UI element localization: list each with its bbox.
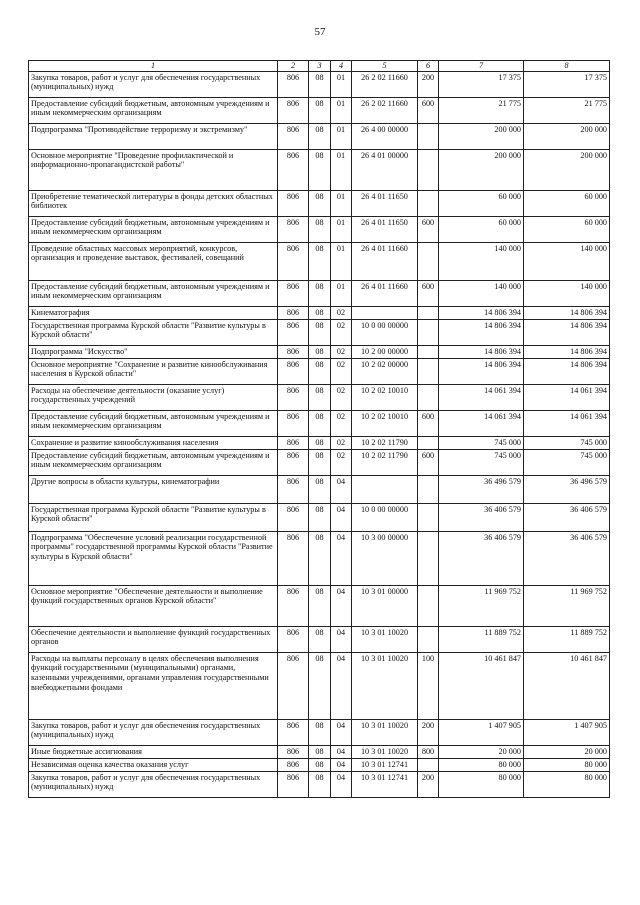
row-subsection-code: 01	[331, 216, 352, 242]
row-amount-1: 10 461 847	[439, 652, 524, 719]
row-amount-1: 60 000	[439, 190, 524, 216]
row-expense-type	[418, 306, 439, 319]
row-section-code: 08	[309, 758, 331, 771]
row-ministry-code: 806	[278, 149, 309, 190]
row-description: Предоставление субсидий бюджетным, автономным учреждениям и иным некоммерческим организациям	[29, 410, 278, 436]
col-header: 5	[352, 61, 418, 72]
row-target-article: 26 2 02 11660	[352, 71, 418, 97]
row-subsection-code: 04	[331, 626, 352, 652]
row-description: Предоставление субсидий бюджетным, автономным учреждениям и иным некоммерческим организациям	[29, 449, 278, 475]
row-amount-2: 11 969 752	[524, 585, 610, 626]
row-expense-type: 100	[418, 652, 439, 719]
row-target-article: 10 2 02 10010	[352, 384, 418, 410]
row-ministry-code: 806	[278, 758, 309, 771]
row-description: Другие вопросы в области культуры, кинематографии	[29, 475, 278, 503]
row-section-code: 08	[309, 475, 331, 503]
table-row	[29, 652, 610, 719]
row-description: Расходы на обеспечение деятельности (оказание услуг) государственных учреждений	[29, 384, 278, 410]
row-subsection-code: 02	[331, 449, 352, 475]
row-amount-1: 140 000	[439, 280, 524, 306]
row-subsection-code: 01	[331, 190, 352, 216]
row-amount-1: 36 496 579	[439, 475, 524, 503]
row-ministry-code: 806	[278, 626, 309, 652]
row-expense-type	[418, 758, 439, 771]
row-section-code: 08	[309, 410, 331, 436]
col-header: 2	[278, 61, 309, 72]
header-row	[29, 61, 610, 72]
row-expense-type	[418, 358, 439, 384]
row-amount-1: 14 061 394	[439, 384, 524, 410]
row-amount-1: 14 806 394	[439, 345, 524, 358]
row-expense-type	[418, 626, 439, 652]
table-row	[29, 503, 610, 531]
row-section-code: 08	[309, 358, 331, 384]
row-subsection-code: 02	[331, 319, 352, 345]
row-expense-type: 600	[418, 280, 439, 306]
row-ministry-code: 806	[278, 503, 309, 531]
col-header: 6	[418, 61, 439, 72]
row-expense-type: 600	[418, 97, 439, 123]
row-section-code: 08	[309, 306, 331, 319]
row-amount-1: 1 407 905	[439, 719, 524, 745]
row-expense-type: 200	[418, 71, 439, 97]
row-expense-type	[418, 319, 439, 345]
row-description: Подпрограмма "Противодействие терроризму и экстремизму"	[29, 123, 278, 149]
table-row	[29, 345, 610, 358]
table-row	[29, 626, 610, 652]
col-header: 7	[439, 61, 524, 72]
row-amount-1: 80 000	[439, 758, 524, 771]
row-amount-2: 21 775	[524, 97, 610, 123]
row-ministry-code: 806	[278, 242, 309, 280]
table-row	[29, 410, 610, 436]
row-expense-type	[418, 585, 439, 626]
row-target-article: 10 2 02 10010	[352, 410, 418, 436]
row-target-article: 10 2 02 11790	[352, 436, 418, 449]
row-description: Независимая оценка качества оказания услуг	[29, 758, 278, 771]
row-expense-type	[418, 436, 439, 449]
row-amount-2: 1 407 905	[524, 719, 610, 745]
row-ministry-code: 806	[278, 585, 309, 626]
row-target-article: 10 2 00 00000	[352, 345, 418, 358]
row-subsection-code: 04	[331, 531, 352, 585]
row-expense-type	[418, 531, 439, 585]
row-amount-2: 17 375	[524, 71, 610, 97]
row-amount-2: 745 000	[524, 449, 610, 475]
row-target-article: 26 4 01 11650	[352, 190, 418, 216]
row-target-article: 10 0 00 00000	[352, 503, 418, 531]
row-section-code: 08	[309, 652, 331, 719]
row-ministry-code: 806	[278, 306, 309, 319]
row-expense-type: 600	[418, 410, 439, 436]
row-amount-2: 745 000	[524, 436, 610, 449]
row-ministry-code: 806	[278, 71, 309, 97]
row-description: Подпрограмма "Обеспечение условий реализации государственной программы" государственной программы Курской области "Развитие культуры в Курской области"	[29, 531, 278, 585]
page-number: 57	[314, 26, 326, 38]
table-row	[29, 758, 610, 771]
row-subsection-code: 02	[331, 410, 352, 436]
table-row	[29, 436, 610, 449]
row-amount-2: 140 000	[524, 242, 610, 280]
row-expense-type	[418, 475, 439, 503]
row-section-code: 08	[309, 585, 331, 626]
row-amount-2: 14 806 394	[524, 345, 610, 358]
row-description: Приобретение тематической литературы в фонды детских областных библиотек	[29, 190, 278, 216]
row-amount-1: 80 000	[439, 771, 524, 797]
row-description: Проведение областных массовых мероприятий, конкурсов, организация и проведение выставок, фестивалей, совещаний	[29, 242, 278, 280]
row-ministry-code: 806	[278, 475, 309, 503]
table-row	[29, 475, 610, 503]
row-target-article: 10 3 00 00000	[352, 531, 418, 585]
row-target-article: 26 4 01 11650	[352, 216, 418, 242]
row-target-article: 10 3 01 00000	[352, 585, 418, 626]
table-row	[29, 384, 610, 410]
row-target-article: 10 3 01 10020	[352, 626, 418, 652]
row-expense-type	[418, 149, 439, 190]
row-subsection-code: 04	[331, 475, 352, 503]
row-amount-2: 60 000	[524, 190, 610, 216]
row-ministry-code: 806	[278, 384, 309, 410]
row-section-code: 08	[309, 71, 331, 97]
col-header: 4	[331, 61, 352, 72]
row-amount-1: 20 000	[439, 745, 524, 758]
row-ministry-code: 806	[278, 97, 309, 123]
row-subsection-code: 02	[331, 358, 352, 384]
row-ministry-code: 806	[278, 410, 309, 436]
row-amount-1: 17 375	[439, 71, 524, 97]
row-amount-2: 14 061 394	[524, 384, 610, 410]
row-target-article	[352, 306, 418, 319]
row-description: Расходы на выплаты персоналу в целях обеспечения выполнения функций государственными (муниципальными) органами, казенными учреждениями, органами управления государственными внебюджетными фондами	[29, 652, 278, 719]
row-section-code: 08	[309, 216, 331, 242]
row-subsection-code: 04	[331, 503, 352, 531]
row-subsection-code: 04	[331, 745, 352, 758]
row-section-code: 08	[309, 436, 331, 449]
row-ministry-code: 806	[278, 216, 309, 242]
row-ministry-code: 806	[278, 652, 309, 719]
row-ministry-code: 806	[278, 345, 309, 358]
row-subsection-code: 02	[331, 436, 352, 449]
row-description: Государственная программа Курской области "Развитие культуры в Курской области"	[29, 319, 278, 345]
row-amount-2: 14 061 394	[524, 410, 610, 436]
row-subsection-code: 02	[331, 306, 352, 319]
row-subsection-code: 02	[331, 345, 352, 358]
row-ministry-code: 806	[278, 190, 309, 216]
row-expense-type: 800	[418, 745, 439, 758]
row-description: Предоставление субсидий бюджетным, автономным учреждениям и иным некоммерческим организациям	[29, 216, 278, 242]
row-ministry-code: 806	[278, 531, 309, 585]
row-amount-1: 11 969 752	[439, 585, 524, 626]
row-section-code: 08	[309, 531, 331, 585]
table-row	[29, 358, 610, 384]
row-amount-1: 21 775	[439, 97, 524, 123]
row-target-article: 10 3 01 10020	[352, 745, 418, 758]
row-description: Кинематография	[29, 306, 278, 319]
row-target-article: 26 4 01 00000	[352, 149, 418, 190]
row-section-code: 08	[309, 626, 331, 652]
row-amount-2: 200 000	[524, 123, 610, 149]
table-row	[29, 449, 610, 475]
row-subsection-code: 04	[331, 585, 352, 626]
row-expense-type: 600	[418, 216, 439, 242]
row-description: Основное мероприятие "Обеспечение деятельности и выполнение функций государственных органов Курской области"	[29, 585, 278, 626]
row-subsection-code: 04	[331, 652, 352, 719]
row-subsection-code: 01	[331, 242, 352, 280]
row-ministry-code: 806	[278, 280, 309, 306]
row-description: Обеспечение деятельности и выполнение функций государственных органов	[29, 626, 278, 652]
row-subsection-code: 02	[331, 384, 352, 410]
table-row	[29, 216, 610, 242]
row-amount-1: 200 000	[439, 149, 524, 190]
row-amount-1: 36 406 579	[439, 531, 524, 585]
row-amount-2: 20 000	[524, 745, 610, 758]
row-amount-1: 745 000	[439, 449, 524, 475]
row-expense-type	[418, 242, 439, 280]
row-amount-2: 200 000	[524, 149, 610, 190]
row-section-code: 08	[309, 503, 331, 531]
table-row	[29, 771, 610, 797]
row-amount-2: 140 000	[524, 280, 610, 306]
row-expense-type	[418, 503, 439, 531]
table-row	[29, 149, 610, 190]
row-description: Предоставление субсидий бюджетным, автономным учреждениям и иным некоммерческим организациям	[29, 97, 278, 123]
row-ministry-code: 806	[278, 436, 309, 449]
row-subsection-code: 04	[331, 719, 352, 745]
row-section-code: 08	[309, 123, 331, 149]
row-subsection-code: 01	[331, 97, 352, 123]
row-amount-2: 14 806 394	[524, 358, 610, 384]
row-section-code: 08	[309, 745, 331, 758]
row-section-code: 08	[309, 149, 331, 190]
table-row	[29, 531, 610, 585]
row-description: Закупка товаров, работ и услуг для обеспечения государственных (муниципальных) нужд	[29, 71, 278, 97]
row-expense-type	[418, 190, 439, 216]
row-target-article: 10 3 01 10020	[352, 719, 418, 745]
row-amount-1: 745 000	[439, 436, 524, 449]
row-subsection-code: 04	[331, 771, 352, 797]
row-amount-2: 11 889 752	[524, 626, 610, 652]
budget-table	[28, 60, 610, 798]
row-description: Сохранение и развитие кинообслуживания населения	[29, 436, 278, 449]
row-ministry-code: 806	[278, 319, 309, 345]
row-subsection-code: 01	[331, 123, 352, 149]
row-target-article	[352, 475, 418, 503]
table-row	[29, 190, 610, 216]
table-row	[29, 719, 610, 745]
row-amount-1: 14 806 394	[439, 306, 524, 319]
row-section-code: 08	[309, 97, 331, 123]
row-amount-1: 11 889 752	[439, 626, 524, 652]
table-row	[29, 280, 610, 306]
row-amount-1: 60 000	[439, 216, 524, 242]
row-target-article: 26 2 02 11660	[352, 97, 418, 123]
row-description: Государственная программа Курской области "Развитие культуры в Курской области"	[29, 503, 278, 531]
row-section-code: 08	[309, 319, 331, 345]
table-row	[29, 306, 610, 319]
row-section-code: 08	[309, 190, 331, 216]
row-target-article: 10 3 01 12741	[352, 758, 418, 771]
row-description: Закупка товаров, работ и услуг для обеспечения государственных (муниципальных) нужд	[29, 719, 278, 745]
row-target-article: 10 3 01 10020	[352, 652, 418, 719]
row-amount-2: 36 406 579	[524, 503, 610, 531]
row-target-article: 26 4 00 00000	[352, 123, 418, 149]
row-section-code: 08	[309, 242, 331, 280]
row-amount-1: 14 806 394	[439, 358, 524, 384]
row-ministry-code: 806	[278, 123, 309, 149]
row-ministry-code: 806	[278, 771, 309, 797]
row-target-article: 10 0 00 00000	[352, 319, 418, 345]
table-row	[29, 585, 610, 626]
row-amount-2: 10 461 847	[524, 652, 610, 719]
row-section-code: 08	[309, 771, 331, 797]
row-subsection-code: 01	[331, 149, 352, 190]
table-body	[29, 71, 610, 797]
row-description: Иные бюджетные ассигнования	[29, 745, 278, 758]
row-expense-type	[418, 384, 439, 410]
table-row	[29, 242, 610, 280]
row-subsection-code: 04	[331, 758, 352, 771]
row-expense-type: 600	[418, 449, 439, 475]
row-ministry-code: 806	[278, 719, 309, 745]
row-target-article: 10 2 02 11790	[352, 449, 418, 475]
table-row	[29, 123, 610, 149]
row-section-code: 08	[309, 384, 331, 410]
table-row	[29, 319, 610, 345]
row-expense-type	[418, 345, 439, 358]
row-description: Закупка товаров, работ и услуг для обеспечения государственных (муниципальных) нужд	[29, 771, 278, 797]
row-section-code: 08	[309, 449, 331, 475]
row-subsection-code: 01	[331, 71, 352, 97]
col-header: 3	[309, 61, 331, 72]
row-amount-2: 60 000	[524, 216, 610, 242]
row-target-article: 10 2 02 00000	[352, 358, 418, 384]
row-amount-1: 14 061 394	[439, 410, 524, 436]
row-description: Предоставление субсидий бюджетным, автономным учреждениям и иным некоммерческим организациям	[29, 280, 278, 306]
table-row	[29, 97, 610, 123]
row-ministry-code: 806	[278, 358, 309, 384]
row-description: Основное мероприятие "Проведение профилактической и информационно-пропагандистской работы"	[29, 149, 278, 190]
row-section-code: 08	[309, 719, 331, 745]
row-amount-2: 36 496 579	[524, 475, 610, 503]
row-target-article: 10 3 01 12741	[352, 771, 418, 797]
row-amount-2: 80 000	[524, 771, 610, 797]
col-header: 8	[524, 61, 610, 72]
row-amount-2: 80 000	[524, 758, 610, 771]
row-description: Основное мероприятие "Сохранение и развитие кинообслуживания населения в Курской области"	[29, 358, 278, 384]
row-description: Подпрограмма "Искусство"	[29, 345, 278, 358]
table-row	[29, 745, 610, 758]
row-amount-2: 14 806 394	[524, 306, 610, 319]
row-amount-1: 14 806 394	[439, 319, 524, 345]
row-target-article: 26 4 01 11660	[352, 242, 418, 280]
row-expense-type	[418, 123, 439, 149]
row-amount-2: 14 806 394	[524, 319, 610, 345]
row-amount-1: 200 000	[439, 123, 524, 149]
row-amount-1: 36 406 579	[439, 503, 524, 531]
table-row	[29, 71, 610, 97]
row-target-article: 26 4 01 11660	[352, 280, 418, 306]
row-section-code: 08	[309, 345, 331, 358]
row-ministry-code: 806	[278, 449, 309, 475]
row-expense-type: 200	[418, 771, 439, 797]
row-amount-1: 140 000	[439, 242, 524, 280]
row-expense-type: 200	[418, 719, 439, 745]
row-ministry-code: 806	[278, 745, 309, 758]
col-header: 1	[29, 61, 278, 72]
row-amount-2: 36 406 579	[524, 531, 610, 585]
row-subsection-code: 01	[331, 280, 352, 306]
row-section-code: 08	[309, 280, 331, 306]
